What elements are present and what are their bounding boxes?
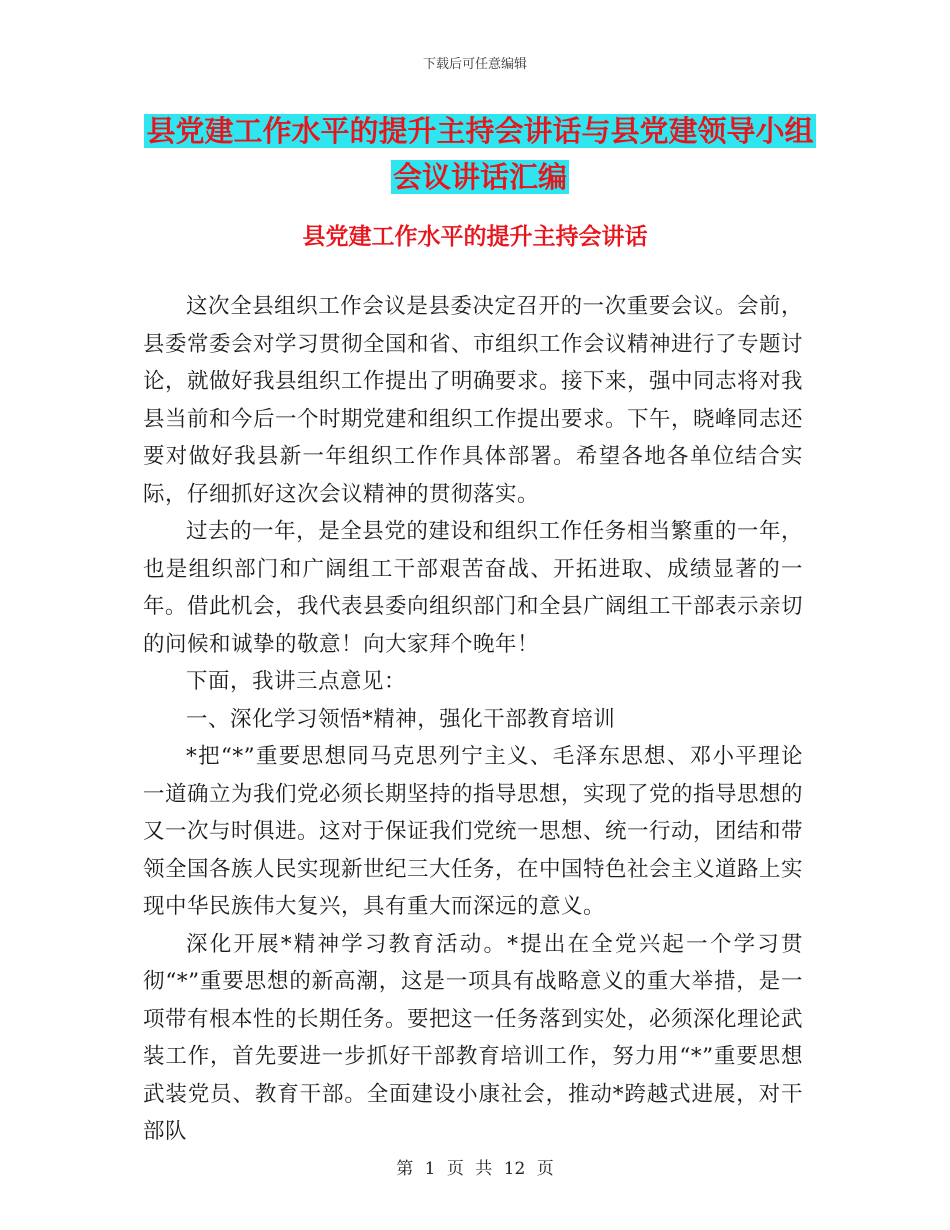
main-title-line1: 县党建工作水平的提升主持会讲话与县党建领导小组 xyxy=(146,114,814,148)
header-note: 下载后可任意编辑 xyxy=(422,57,527,72)
paragraph: 下面，我讲三点意见： xyxy=(186,669,407,694)
section-title: 县党建工作水平的提升主持会讲话 xyxy=(302,224,648,250)
paragraph: 这次全县组织工作会议是县委决定召开的一次重要会议。会前，县委常委会对学习贯彻全国和省、市组织工作会议精神进行了专题讨论，就做好我县组织工作提出了明确要求。接下来，强中同志将对我县当前和今后一个时期党建和组织工作提出要求。下午，晓峰同志还要对做好我县新一年组织工作作具体部署。希望各地各单位结合实际，仔细抓好这次会议精神的贯彻落实。 xyxy=(143,294,804,507)
paragraph: 过去的一年，是全县党的建设和组织工作任务相当繁重的一年，也是组织部门和广阔组工干部艰苦奋战、开拓进取、成绩显著的一年。借此机会，我代表县委向组织部门和全县广阔组工干部表示亲切的问候和诚挚的敬意！向大家拜个晚年！ xyxy=(143,519,804,657)
section-heading: 一、深化学习领悟*精神，强化干部教育培训 xyxy=(186,706,616,732)
paragraph: 深化开展*精神学习教育活动。*提出在全党兴起一个学习贯彻“*”重要思想的新高潮，这是一项具有战略意义的重大举措，是一项带有根本性的长期任务。要把这一任务落到实处，必须深化理论武装工作，首先要进一步抓好干部教育培训工作，努力用“*”重要思想武装党员、教育干部。全面建设小康社会，推动*跨越式进展，对干部队 xyxy=(143,931,804,1144)
body-text xyxy=(143,288,803,1151)
main-title-line2: 会议讲话汇编 xyxy=(392,160,567,194)
paragraph: *把“*”重要思想同马克思列宁主义、毛泽东思想、邓小平理论一道确立为我们党必须长期坚持的指导思想，实现了党的指导思想的又一次与时俱进。这对于保证我们党统一思想、统一行动，团结和带领全国各族人民实现新世纪三大任务，在中国特色社会主义道路上实现中华民族伟大复兴，具有重大而深远的意义。 xyxy=(143,744,804,919)
page-number-footer: 第 1 页 共 12 页 xyxy=(396,1159,554,1179)
main-title xyxy=(130,108,830,200)
